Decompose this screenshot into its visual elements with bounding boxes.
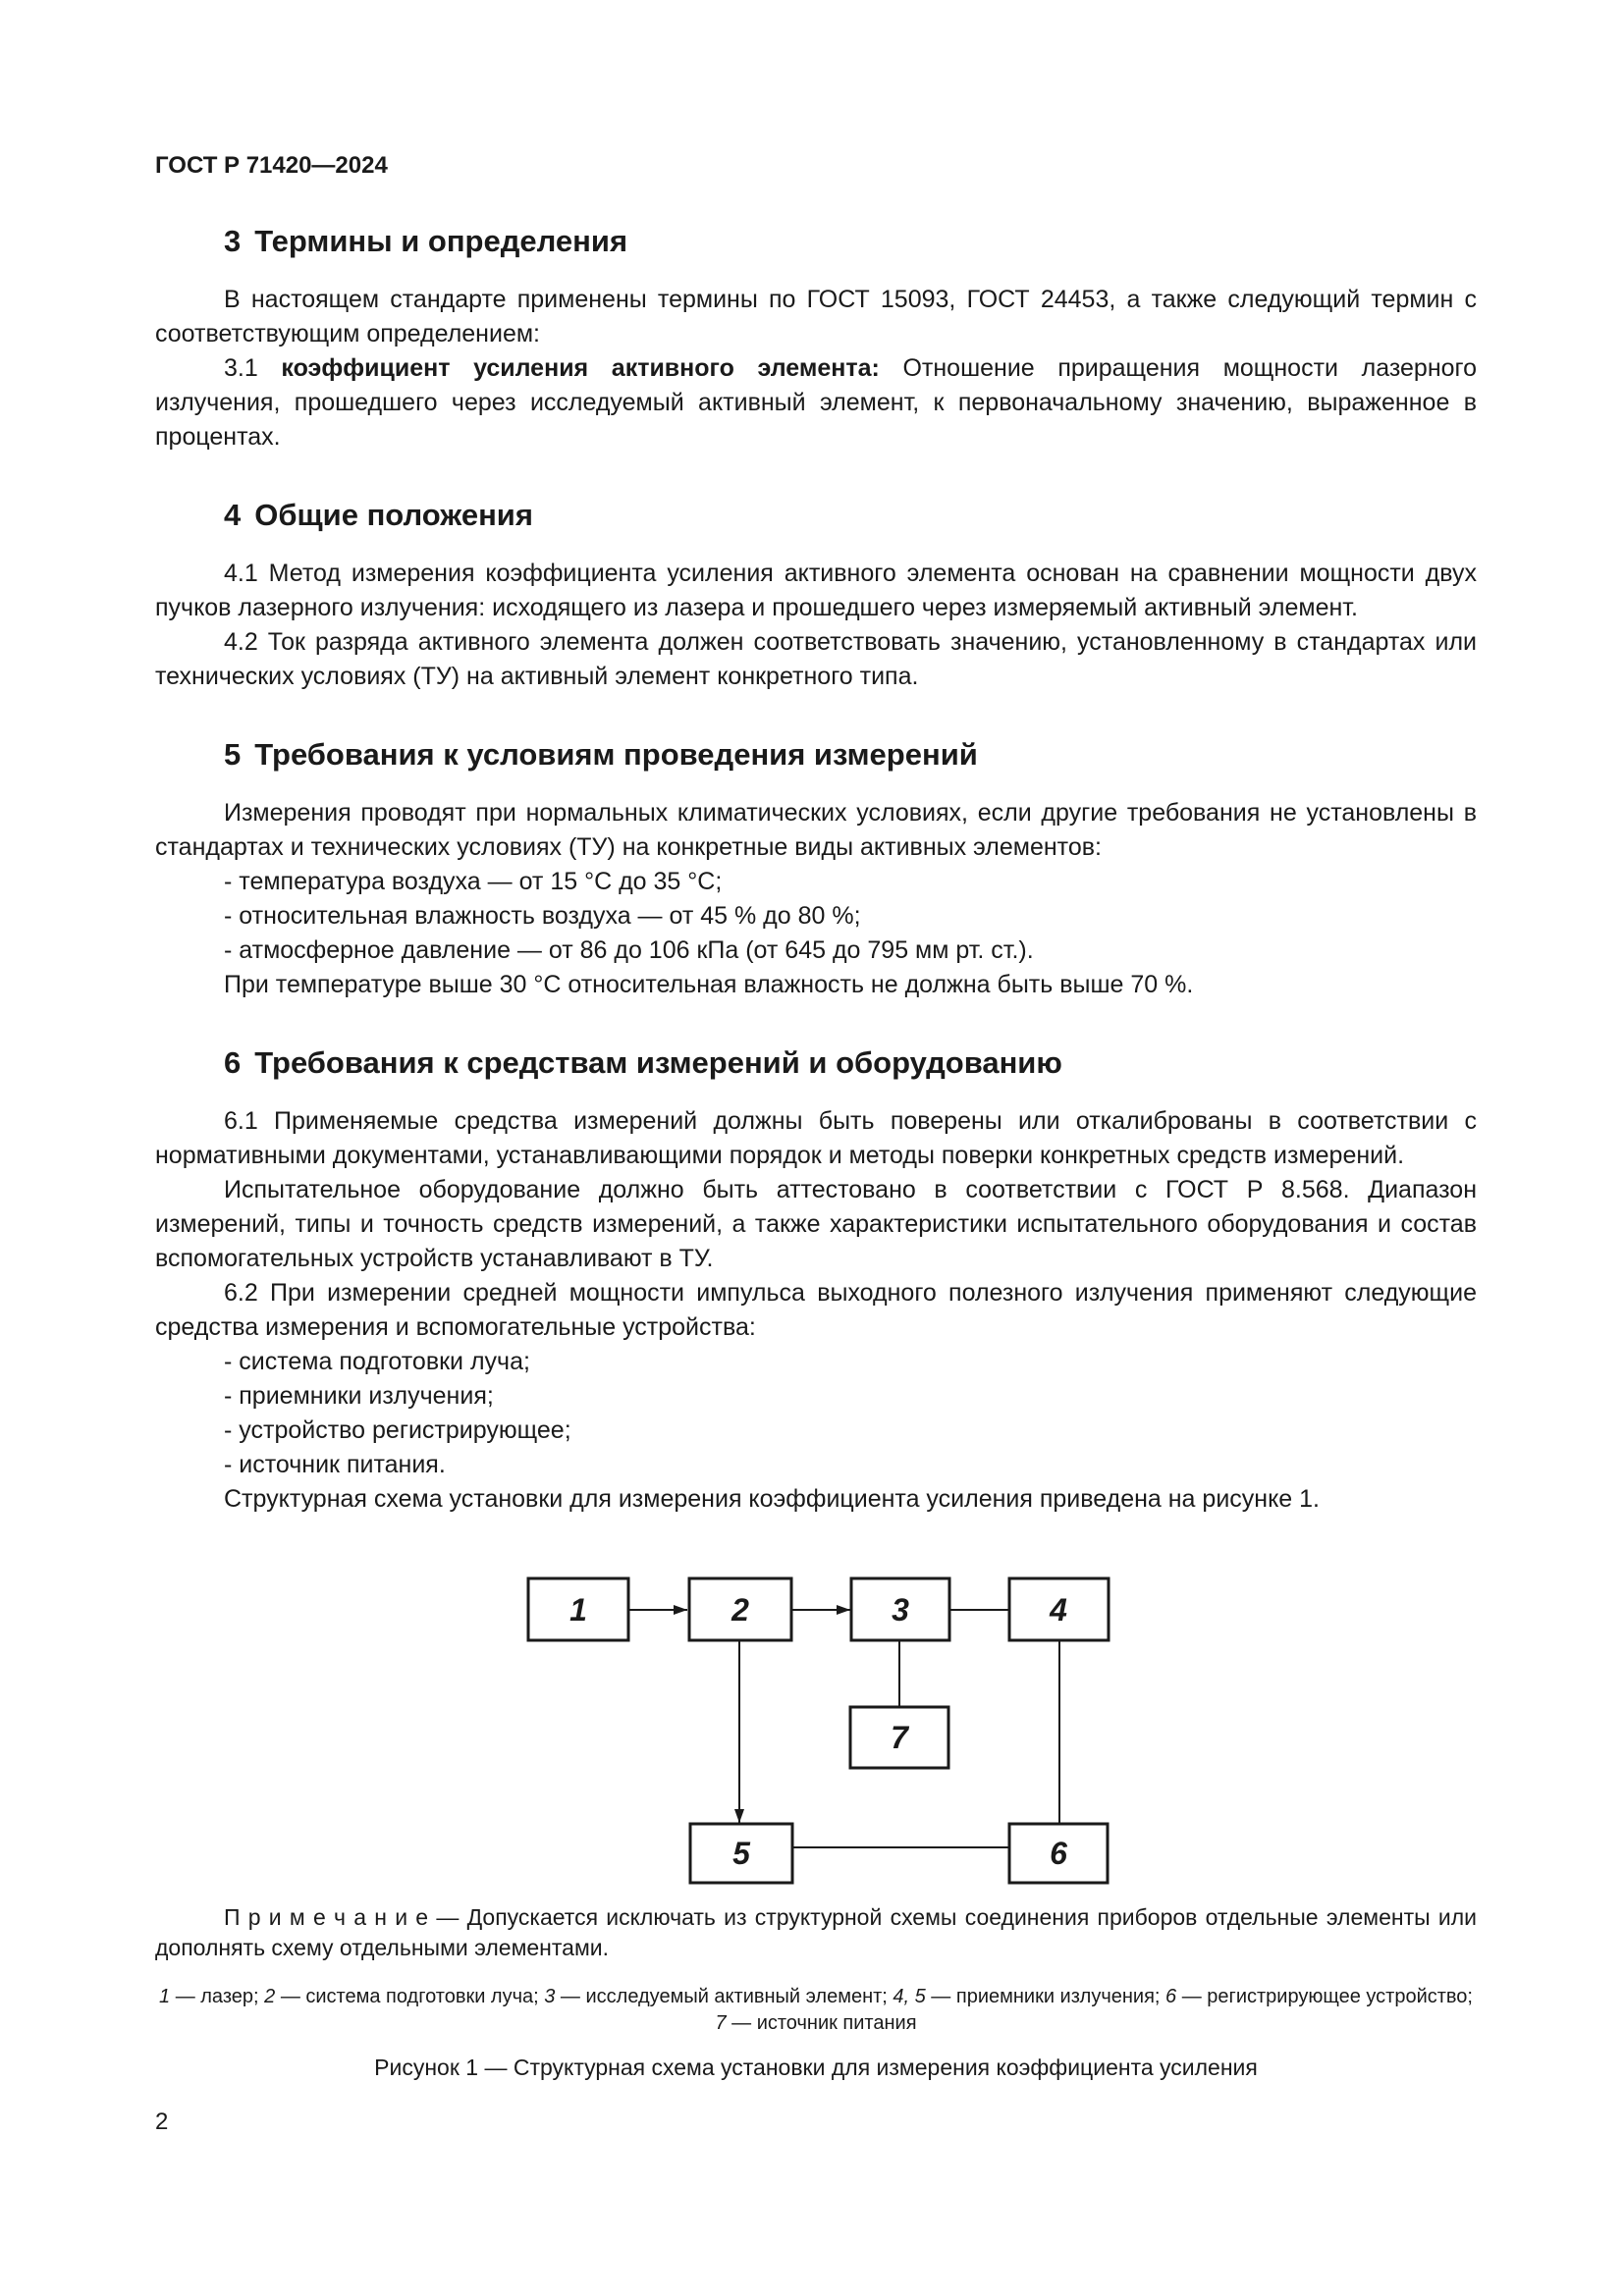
section-3-heading: 3 Термины и определения [224,224,628,258]
block-4-label: 4 [1050,1592,1067,1628]
s6-paragraph-2: Испытательное оборудование должно быть аттестовано в соответствии с ГОСТ Р 8.568. Диапазон измерений, типы и точность средств измерений, а также характеристики испытательного оборудования и состав вспомогательных устройств устанавливают в ТУ. [155,1176,1477,1272]
block-7-label: 7 [891,1720,908,1755]
figure-caption: Рисунок 1 — Структурная схема установки для измерения коэффициента усиления [374,2055,1258,2080]
page-number: 2 [155,2109,169,2135]
s5-list-item: - атмосферное давление — от 86 до 106 кПа (от 645 до 795 мм рт. ст.). [224,936,1034,964]
s3-paragraph-1: В настоящем стандарте применены термины по ГОСТ 15093, ГОСТ 24453, а также следующий термин с соответствующим определением: [155,286,1477,347]
s5-list-item: - относительная влажность воздуха — от 45 % до 80 %; [224,902,861,930]
s6-paragraph-4: Структурная схема установки для измерения коэффициента усиления приведена на рисунке 1. [224,1485,1321,1513]
s5-paragraph-1: Измерения проводят при нормальных климатических условиях, если другие требования не установлены в стандартах и технических условиях (ТУ) на конкретные виды активных элементов: [155,799,1477,861]
s6-paragraph-6-2: 6.2 При измерении средней мощности импульса выходного полезного излучения применяют следующие средства измерения и вспомогательные устройства: [155,1279,1477,1341]
section-5-heading: 5 Требования к условиям проведения измерений [224,737,978,772]
s4-paragraph-4-1: 4.1 Метод измерения коэффициента усиления активного элемента основан на сравнении мощности двух пучков лазерного излучения: исходящего из лазера и прошедшего через измеряемый активный элемент. [155,560,1477,621]
s6-paragraph-6-1: 6.1 Применяемые средства измерений должны быть поверены или откалиброваны в соответствии с нормативными документами, устанавливающими порядок и методы поверки конкретных средств измерений. [155,1107,1477,1169]
figure-legend: 1 — лазер; 2 — система подготовки луча; 3 — исследуемый активный элемент; 4, 5 — приемники излучения; 6 — регистрирующее устройство; 7 — источник питания [159,1986,1473,2034]
block-2-label: 2 [731,1592,749,1628]
note-label: П р и м е ч а н и е [224,1904,429,1930]
note-text: — Допускается исключать из структурной схемы соединения приборов отдельные элементы или дополнять схему отдельными элементами. [155,1904,1477,1960]
main-content [155,206,1477,1517]
figure-note [155,1902,1477,1963]
block-3-label: 3 [892,1592,909,1628]
s6-list-item: - источник питания. [224,1451,446,1478]
s4-paragraph-4-2: 4.2 Ток разряда активного элемента должен соответствовать значению, установленному в стандартах или технических условиях (ТУ) на активный элемент конкретного типа. [155,628,1477,690]
section-4-heading: 4 Общие положения [224,498,533,532]
block-1-label: 1 [569,1592,587,1628]
block-5-label: 5 [732,1836,750,1871]
document-header: ГОСТ Р 71420—2024 [155,152,388,179]
s6-list-item: - система подготовки луча; [224,1348,530,1375]
s3-definition-3-1: 3.1 коэффициент усиления активного элемента: Отношение приращения мощности лазерного излучения, прошедшего через исследуемый активный элемент, к первоначальному значению, выраженное в процентах. [155,354,1478,451]
structural-diagram [0,1561,1624,1904]
s5-paragraph-2: При температуре выше 30 °С относительная влажность не должна быть выше 70 %. [224,971,1194,998]
s5-list-item: - температура воздуха — от 15 °С до 35 °С; [224,868,723,895]
section-6-heading: 6 Требования к средствам измерений и оборудованию [224,1045,1062,1080]
s6-list-item: - устройство регистрирующее; [224,1416,571,1444]
block-6-label: 6 [1050,1836,1067,1871]
s6-list-item: - приемники излучения; [224,1382,494,1410]
